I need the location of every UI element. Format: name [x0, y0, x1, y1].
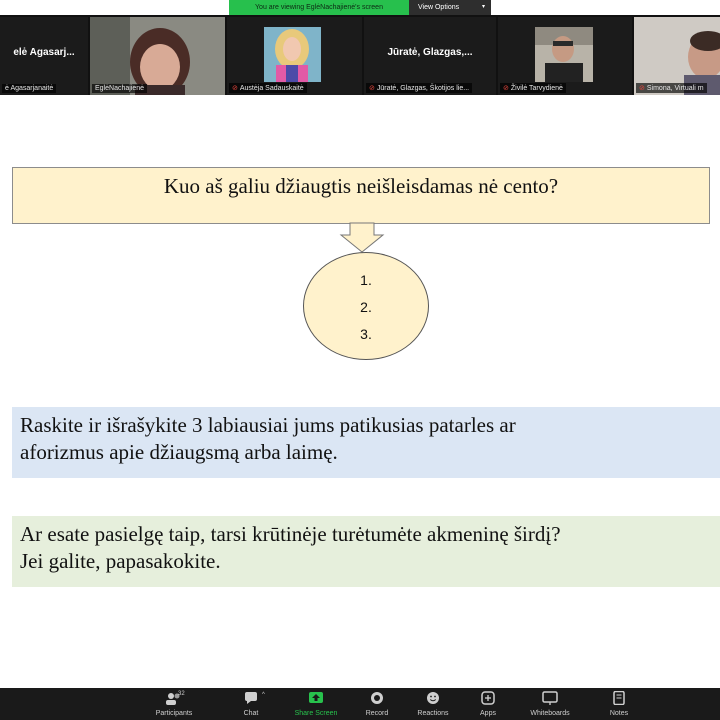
participant-label-text: Jūratė, Glazgas, Škotijos lie... — [376, 85, 470, 92]
participants-icon — [144, 691, 204, 705]
record-button[interactable] — [347, 688, 407, 720]
task-text-line: Raskite ir išrašykite 3 labiausiai jums patikusias patarles ar — [20, 413, 516, 437]
participants-button[interactable] — [144, 688, 204, 720]
chat-button[interactable] — [221, 688, 281, 720]
share-screen-label: Share Screen — [294, 710, 338, 717]
reactions-button[interactable] — [403, 688, 463, 720]
muted-mic-icon: ⊘ — [232, 85, 238, 92]
task-box-proverbs — [12, 407, 720, 478]
participant-name-display: elė Agasarj... — [13, 47, 75, 58]
participant-name-display: Jūratė, Glazgas,... — [387, 47, 473, 58]
chat-label: Chat — [243, 710, 259, 717]
muted-mic-icon: ⊘ — [369, 85, 375, 92]
participant-avatar-photo — [535, 27, 593, 82]
view-options-button[interactable] — [409, 0, 491, 15]
notes-button[interactable] — [589, 688, 649, 720]
participant-label-text: Simona, Virtuali m — [646, 85, 704, 92]
participant-tile-1[interactable] — [0, 17, 88, 95]
connector-arrow — [339, 222, 385, 254]
apps-icon — [458, 691, 518, 705]
chat-icon — [221, 691, 281, 705]
participant-label — [636, 83, 707, 93]
participant-avatar-photo — [264, 27, 321, 82]
participant-label-text: Živilė Tarvydienė — [510, 85, 563, 92]
participant-label — [229, 83, 307, 93]
whiteboard-icon — [520, 691, 580, 705]
share-screen-icon — [286, 691, 346, 705]
participants-count: 32 — [178, 691, 185, 697]
participant-label-text: ė Agasarjanaitė — [5, 85, 54, 92]
participant-label — [500, 83, 566, 93]
answers-oval — [303, 252, 429, 360]
apps-label: Apps — [480, 710, 496, 717]
participant-label — [92, 84, 147, 93]
whiteboards-button[interactable] — [520, 688, 580, 720]
answer-number: 3. — [360, 326, 372, 342]
muted-mic-icon: ⊘ — [503, 85, 509, 92]
task-text-line: aforizmus apie džiaugsmą arba laimę. — [20, 440, 338, 464]
task-text-line: Ar esate pasielgę taip, tarsi krūtinėje turėtumėte akmeninę širdį? — [20, 522, 561, 546]
record-label: Record — [365, 710, 389, 717]
participant-label — [366, 83, 472, 93]
answer-number: 2. — [360, 299, 372, 315]
participant-tile-4[interactable] — [364, 17, 496, 95]
share-screen-button[interactable] — [286, 688, 346, 720]
participant-tile-3[interactable] — [227, 17, 362, 95]
reactions-icon — [403, 691, 463, 705]
slide-question-box: Kuo aš galiu džiaugtis neišleisdamas nė cento? — [12, 167, 710, 224]
task-text-line: Jei galite, papasakokite. — [20, 549, 221, 573]
answer-number: 1. — [360, 272, 372, 288]
participant-tile-6[interactable] — [634, 17, 720, 95]
meeting-toolbar — [0, 688, 720, 720]
participant-label-text: Austėja Sadauskaitė — [239, 85, 304, 92]
whiteboards-label: Whiteboards — [530, 710, 570, 717]
chevron-up-icon[interactable]: ^ — [262, 692, 265, 698]
participant-label — [2, 84, 56, 93]
screen-share-banner: You are viewing EglėNachajienė's screen — [229, 0, 409, 15]
apps-button[interactable] — [458, 688, 518, 720]
notes-icon — [589, 691, 649, 705]
participant-strip — [0, 15, 720, 95]
view-options-label: View Options — [418, 4, 460, 11]
muted-mic-icon: ⊘ — [639, 85, 645, 92]
participant-tile-5[interactable] — [498, 17, 632, 95]
participant-tile-2[interactable] — [90, 17, 225, 95]
participants-label: Participants — [155, 710, 193, 717]
task-box-stone-heart — [12, 516, 720, 587]
reactions-label: Reactions — [417, 710, 449, 717]
chevron-down-icon: ▾ — [481, 4, 485, 10]
record-icon — [347, 691, 407, 705]
participant-label-text: EglėNachajienė — [95, 85, 145, 92]
notes-label: Notes — [609, 710, 629, 717]
